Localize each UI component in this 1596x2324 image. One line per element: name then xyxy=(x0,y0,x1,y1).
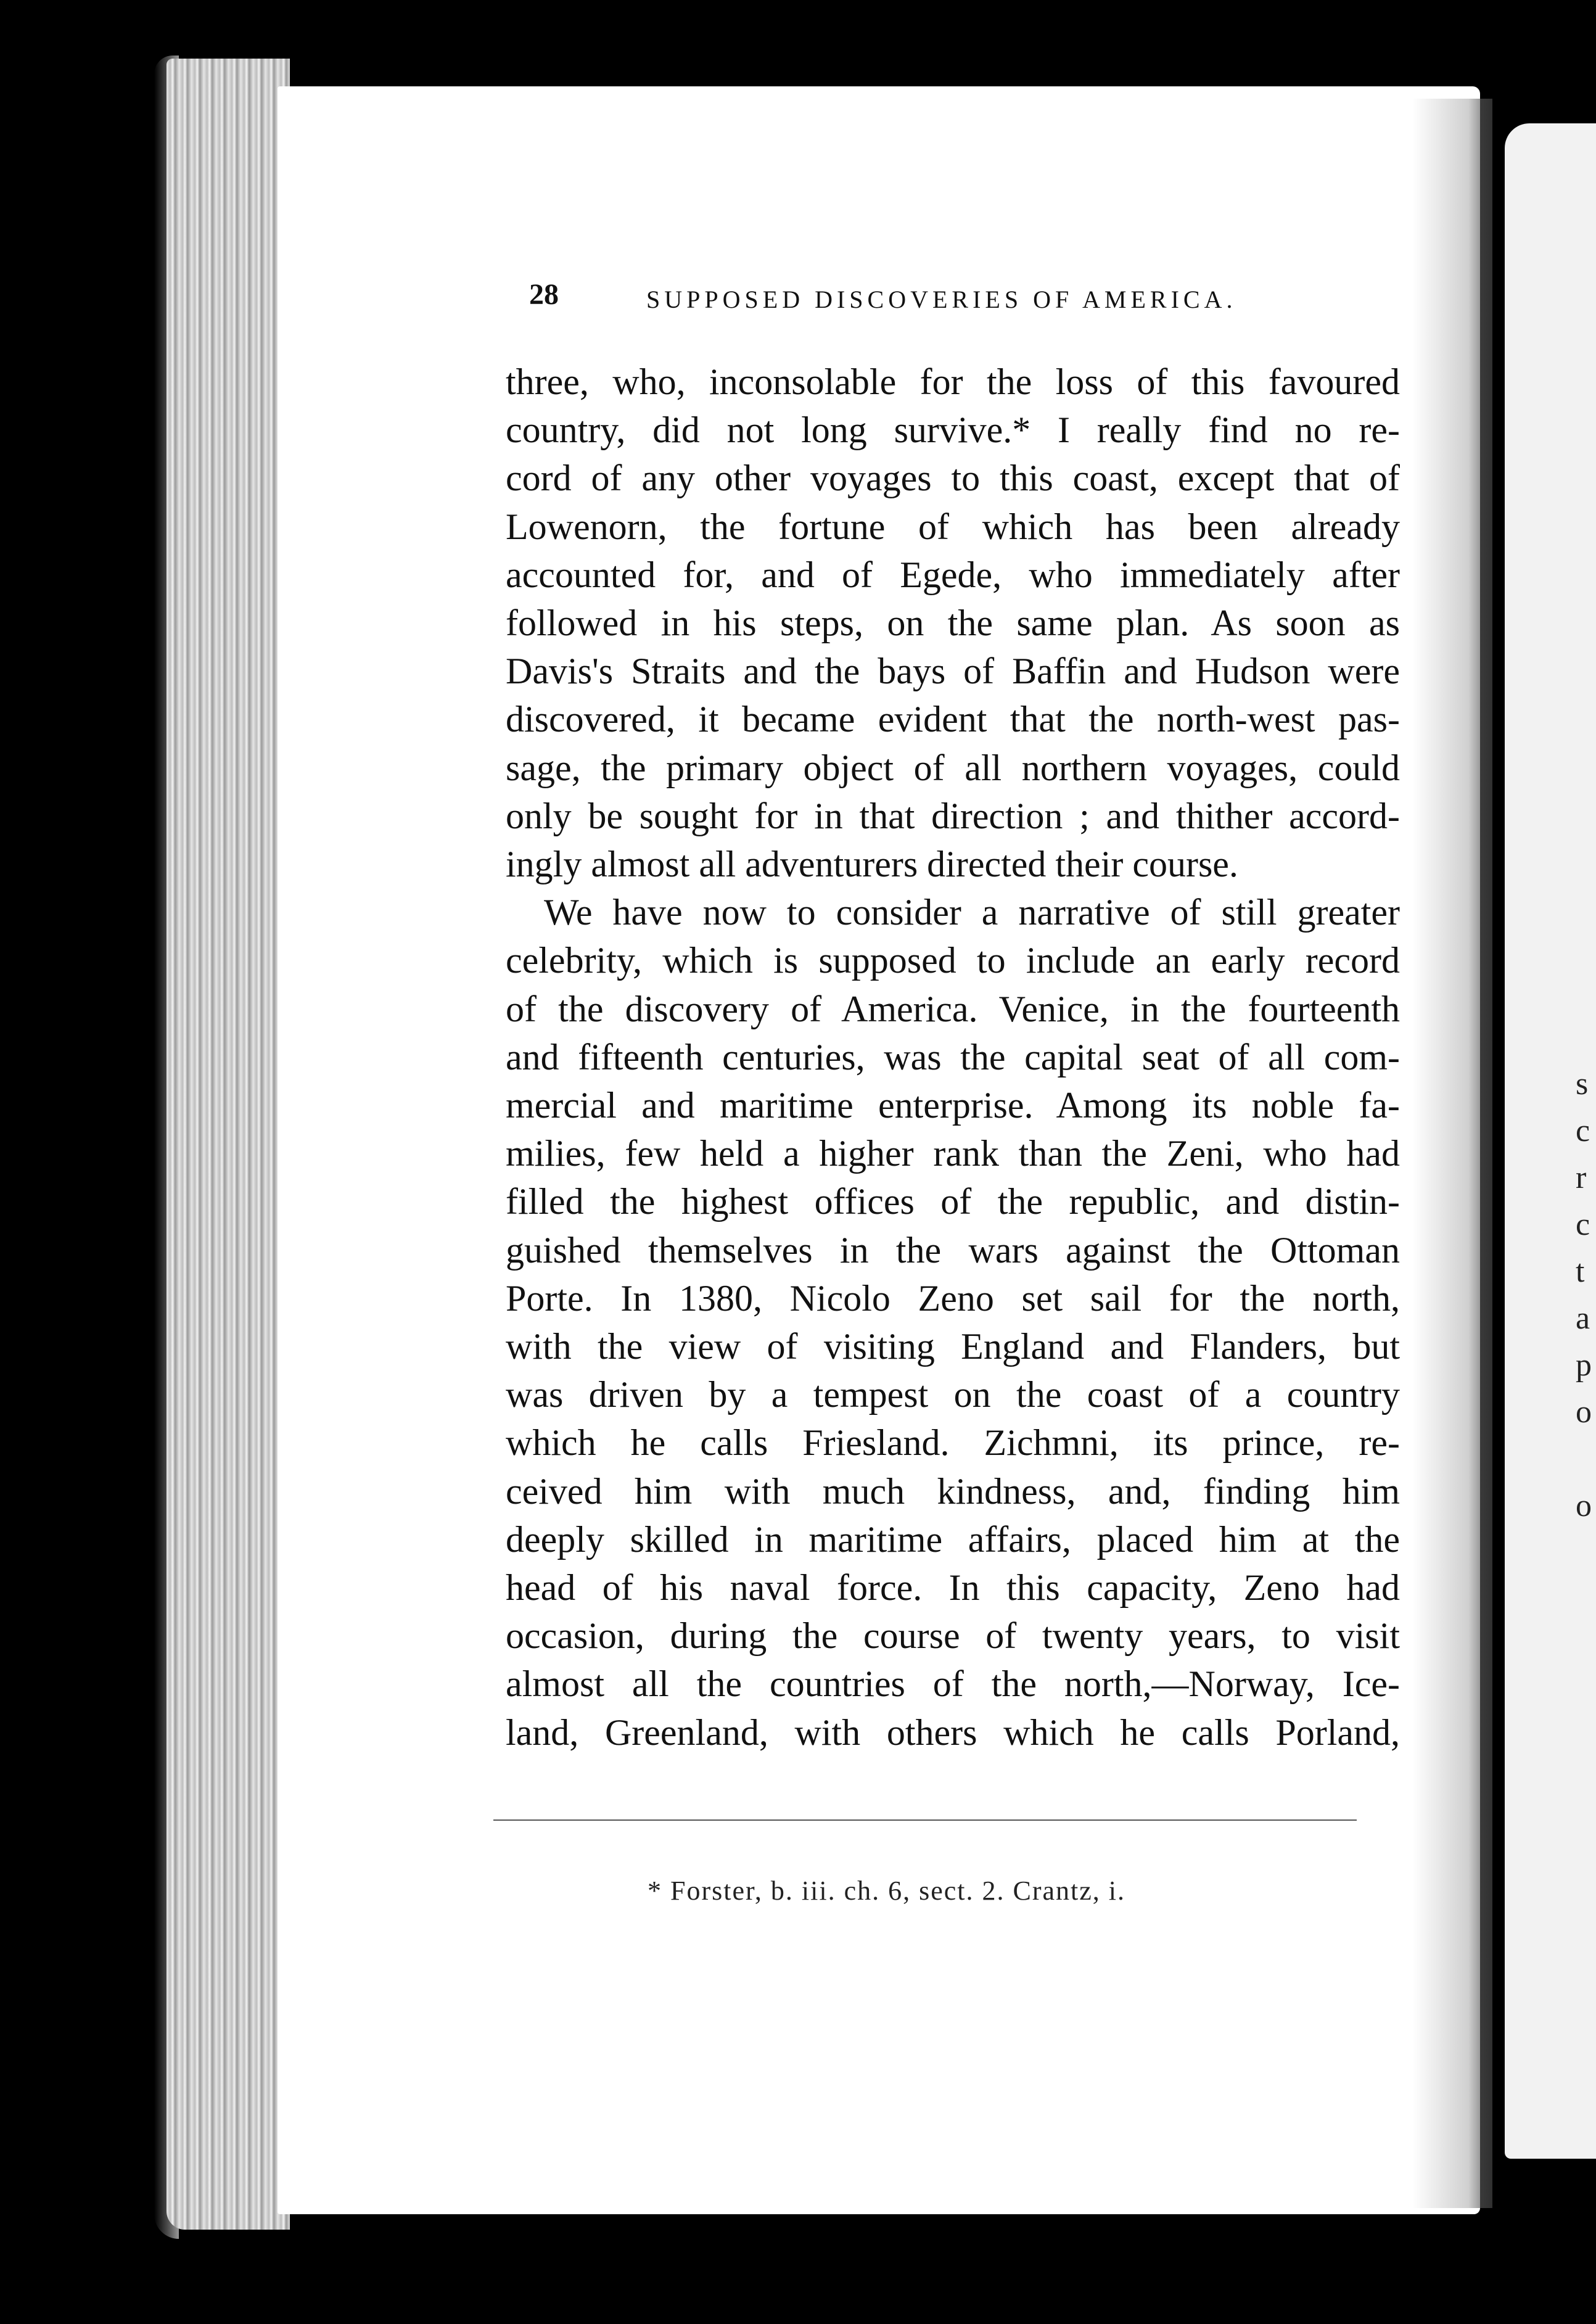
text-line: discovered, it became evident that the north-west pas- xyxy=(506,699,1400,740)
body-text xyxy=(506,358,1400,1757)
text-line: followed in his steps, on the same plan. As soon as xyxy=(506,603,1400,644)
text-line: which he calls Friesland. Zichmni, its prince, re- xyxy=(506,1422,1400,1464)
next-page-letter: r xyxy=(1576,1160,1587,1195)
text-line: only be sought for in that direction ; and thither accord- xyxy=(506,795,1400,836)
text-line: of the discovery of America. Venice, in the fourteenth xyxy=(506,988,1400,1029)
footnote: * Forster, b. iii. ch. 6, sect. 2. Crantz, i. xyxy=(648,1876,1126,1906)
text-line: milies, few held a higher rank than the Zeni, who had xyxy=(506,1133,1400,1174)
text-line: ingly almost all adventurers directed their course. xyxy=(506,844,1238,885)
next-page-letter: t xyxy=(1576,1254,1585,1289)
next-page-letter: o xyxy=(1576,1395,1592,1430)
text-line: head of his naval force. In this capacity, Zeno had xyxy=(506,1567,1400,1609)
running-head: SUPPOSED DISCOVERIES OF AMERICA. xyxy=(646,286,1237,313)
next-page-letters xyxy=(1576,1061,1594,1530)
text-line: deeply skilled in maritime affairs, placed him at the xyxy=(506,1518,1400,1560)
text-line: guished themselves in the wars against the Ottoman xyxy=(506,1229,1400,1271)
text-line: filled the highest offices of the republic, and distin- xyxy=(506,1181,1400,1222)
next-page-letter: s xyxy=(1576,1066,1589,1102)
footnote-rule xyxy=(493,1819,1357,1821)
text-line: was driven by a tempest on the coast of a country xyxy=(506,1374,1400,1415)
page-number: 28 xyxy=(529,278,559,311)
text-line: three, who, inconsolable for the loss of this favoured xyxy=(506,361,1400,402)
text-line: mercial and maritime enterprise. Among its noble fa- xyxy=(506,1085,1400,1126)
next-page-letter: a xyxy=(1576,1301,1590,1336)
text-line: country, did not long survive.* I really find no re- xyxy=(506,410,1400,451)
text-line: ceived him with much kindness, and, finding him xyxy=(506,1470,1400,1512)
page-edges xyxy=(167,59,290,2230)
text-line: We have now to consider a narrative of still greater xyxy=(544,892,1400,933)
text-line: Porte. In 1380, Nicolo Zeno set sail for the north, xyxy=(506,1277,1400,1319)
text-line: land, Greenland, with others which he calls Porland, xyxy=(506,1712,1400,1753)
text-line: almost all the countries of the north,—Norway, Ice- xyxy=(506,1663,1400,1705)
next-page-letter: p xyxy=(1576,1348,1592,1383)
text-line: with the view of visiting England and Flanders, but xyxy=(506,1326,1400,1367)
text-line: accounted for, and of Egede, who immediately after xyxy=(506,554,1400,595)
text-line: sage, the primary object of all northern voyages, could xyxy=(506,747,1400,788)
next-page-letter: c xyxy=(1576,1207,1590,1242)
text-line: occasion, during the course of twenty years, to visit xyxy=(506,1615,1400,1657)
next-page-letter: c xyxy=(1576,1113,1590,1148)
page-gutter-shade xyxy=(1412,99,1492,2208)
text-line: Lowenorn, the fortune of which has been already xyxy=(506,506,1400,547)
text-line: cord of any other voyages to this coast, except that of xyxy=(506,458,1400,499)
next-page-letter: o xyxy=(1576,1488,1592,1523)
text-line: Davis's Straits and the bays of Baffin and Hudson were xyxy=(506,651,1400,692)
next-page-letter xyxy=(1576,1436,1594,1483)
text-line: and fifteenth centuries, was the capital seat of all com- xyxy=(506,1036,1400,1078)
text-line: celebrity, which is supposed to include an early record xyxy=(506,940,1400,981)
